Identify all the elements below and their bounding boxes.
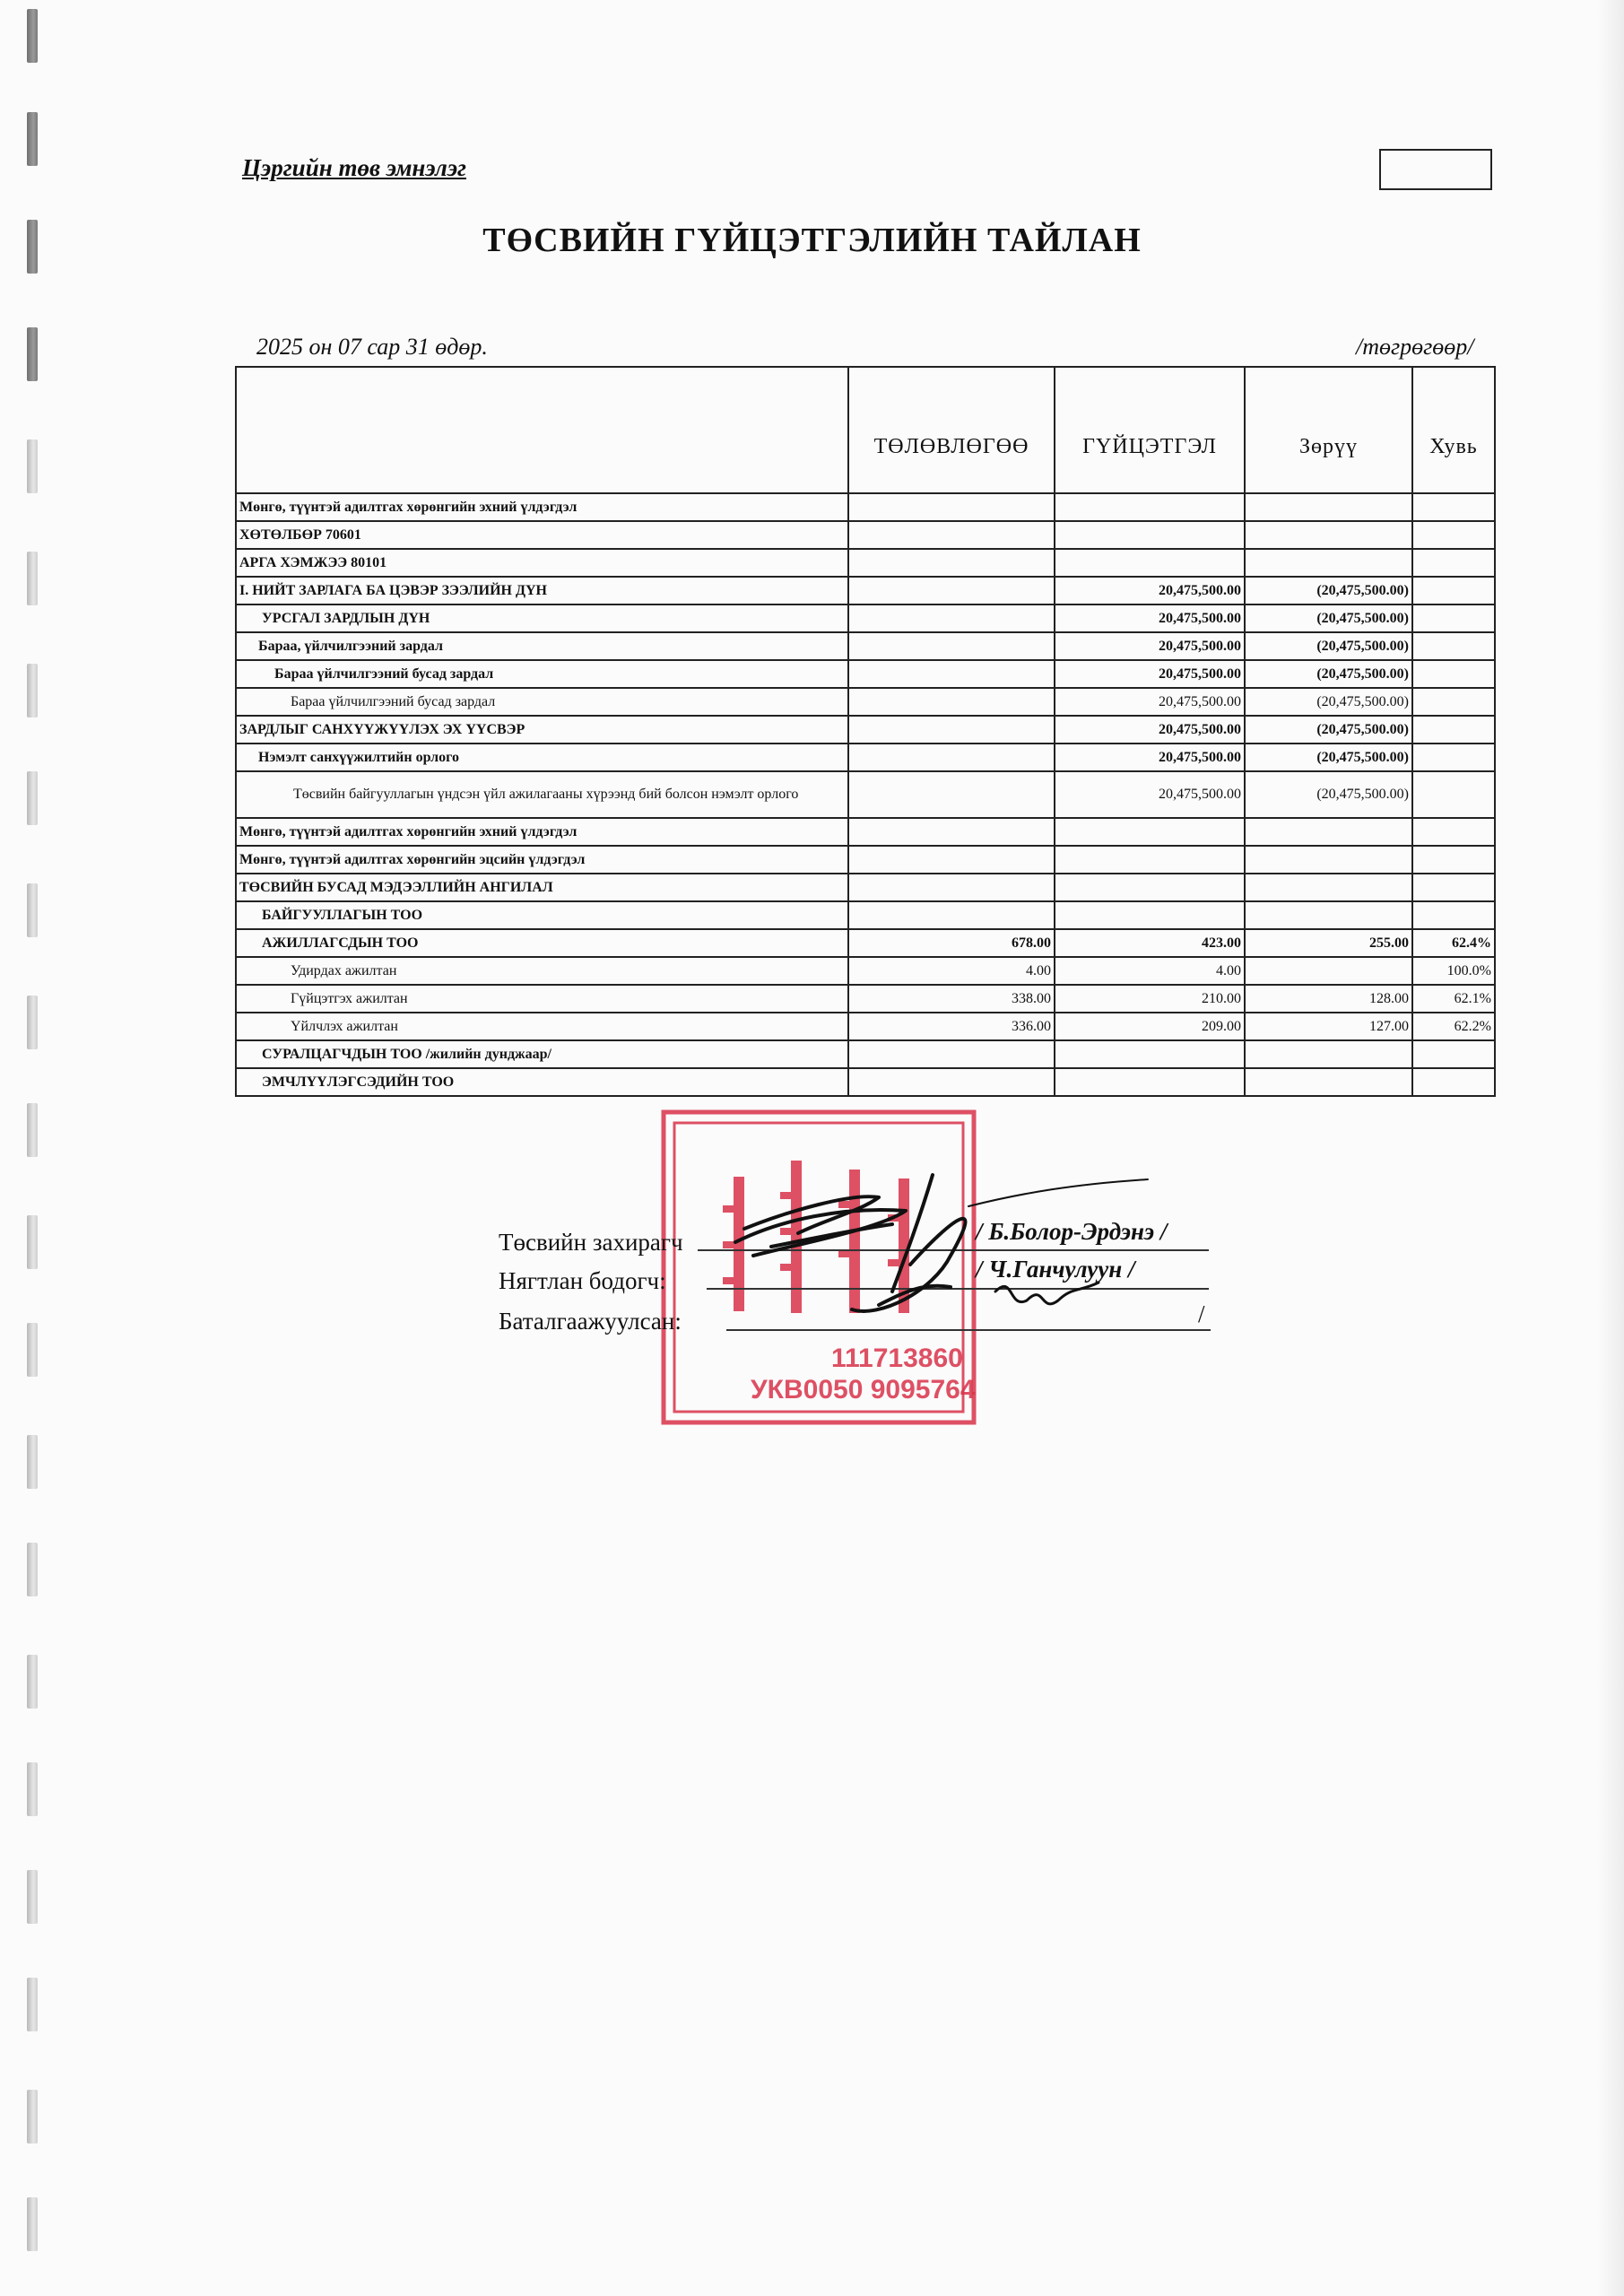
report-title: ТӨСВИЙН ГҮЙЦЭТГЭЛИЙН ТАЙЛАН [482, 222, 1142, 259]
row-label: I. НИЙТ ЗАРЛАГА БА ЦЭВЭР ЗЭЭЛИЙН ДҮН [236, 577, 848, 604]
header-description [236, 367, 848, 493]
table-row: УРСГАЛ ЗАРДЛЫН ДҮН 20,475,500.00 (20,475,500.00) [236, 604, 1495, 632]
row-label: Бараа үйлчилгээний бусад зардал [236, 688, 848, 716]
table-row: Бараа үйлчилгээний бусад зардал 20,475,500.00 (20,475,500.00) [236, 688, 1495, 716]
row-label: УРСГАЛ ЗАРДЛЫН ДҮН [236, 604, 848, 632]
row-label: Бараа, үйлчилгээний зардал [236, 632, 848, 660]
header-percent: Хувь [1412, 367, 1495, 493]
table-row: Төсвийн байгууллагын үндсэн үйл ажилагааны хүрээнд бий болсон нэмэлт орлого 20,475,500.00 (20,475,500.00) [236, 771, 1495, 818]
form-code-box [1379, 149, 1492, 190]
budget-manager-label: Төсвийн захирагч [499, 1229, 683, 1256]
row-label: Мөнгө, түүнтэй адилтгах хөрөнгийн эцсийн үлдэгдэл [236, 846, 848, 874]
budget-manager-name: / Б.Болор-Эрдэнэ / [976, 1218, 1168, 1245]
table-row [236, 549, 1495, 577]
row-label: Удирдах ажилтан [236, 957, 848, 985]
row-label: Нэмэлт санхүүжилтийн орлого [236, 744, 848, 771]
table-row [236, 493, 1495, 521]
verified-end: / [1198, 1300, 1205, 1327]
table-row: I. НИЙТ ЗАРЛАГА БА ЦЭВЭР ЗЭЭЛИЙН ДҮН 20,475,500.00 (20,475,500.00) [236, 577, 1495, 604]
row-label: Гүйцэтгэх ажилтан [236, 985, 848, 1013]
table-row [236, 874, 1495, 901]
table-header-row [236, 367, 1495, 493]
organization-name: Цэргийн төв эмнэлэг [242, 154, 466, 181]
stamp-number-1: 111713860 [831, 1344, 963, 1373]
verified-label: Баталгаажуулсан: [499, 1308, 682, 1335]
row-label: Мөнгө, түүнтэй адилтгах хөрөнгийн эхний үлдэгдэл [236, 493, 848, 521]
accountant-label: Нягтлан бодогч: [499, 1267, 666, 1294]
table-row: ЗАРДЛЫГ САНХҮҮЖҮҮЛЭХ ЭХ ҮҮСВЭР 20,475,500.00 (20,475,500.00) [236, 716, 1495, 744]
row-label: АЖИЛЛАГСДЫН ТОО [236, 929, 848, 957]
row-label: Мөнгө, түүнтэй адилтгах хөрөнгийн эхний үлдэгдэл [236, 818, 848, 846]
budget-report-table [235, 366, 1496, 1097]
table-row: Бараа, үйлчилгээний зардал 20,475,500.00 (20,475,500.00) [236, 632, 1495, 660]
table-row [236, 521, 1495, 549]
table-row [236, 1040, 1495, 1068]
currency-unit: /төгрөгөөр/ [1356, 334, 1474, 360]
row-label: ХӨТӨЛБӨР 70601 [236, 521, 848, 549]
table-row: Нэмэлт санхүүжилтийн орлого 20,475,500.00 (20,475,500.00) [236, 744, 1495, 771]
handwritten-signatures [699, 1157, 1166, 1390]
row-label: СУРАЛЦАГЧДЫН ТОО /жилийн дунджаар/ [236, 1040, 848, 1068]
table-row [236, 1068, 1495, 1096]
stamp-number-2: УКВ0050 9095764 [751, 1375, 976, 1405]
table-row: Бараа үйлчилгээний бусад зардал 20,475,500.00 (20,475,500.00) [236, 660, 1495, 688]
header-actual: ГҮЙЦЭТГЭЛ [1055, 367, 1245, 493]
row-label: Бараа үйлчилгээний бусад зардал [236, 660, 848, 688]
row-label: ЗАРДЛЫГ САНХҮҮЖҮҮЛЭХ ЭХ ҮҮСВЭР [236, 716, 848, 744]
row-label: ТӨСВИЙН БУСАД МЭДЭЭЛЛИЙН АНГИЛАЛ [236, 874, 848, 901]
accountant-name: / Ч.Ганчулуун / [976, 1256, 1135, 1283]
table-row [236, 846, 1495, 874]
header-difference: Зөрүү [1245, 367, 1412, 493]
table-row: Удирдах ажилтан 4.00 4.00 100.0% [236, 957, 1495, 985]
page-edge-shadow [1597, 0, 1624, 2296]
table-row [236, 818, 1495, 846]
row-label: АРГА ХЭМЖЭЭ 80101 [236, 549, 848, 577]
row-label: Үйлчлэх ажилтан [236, 1013, 848, 1040]
table-row [236, 901, 1495, 929]
header-plan: ТӨЛӨВЛӨГӨӨ [848, 367, 1055, 493]
report-date: 2025 он 07 сар 31 өдөр. [256, 334, 488, 360]
row-label: БАЙГУУЛЛАГЫН ТОО [236, 901, 848, 929]
table-row: АЖИЛЛАГСДЫН ТОО 678.00 423.00 255.00 62.4% [236, 929, 1495, 957]
row-label: ЭМЧЛҮҮЛЭГСЭДИЙН ТОО [236, 1068, 848, 1096]
table-row: Үйлчлэх ажилтан 336.00 209.00 127.00 62.2% [236, 1013, 1495, 1040]
table-row: Гүйцэтгэх ажилтан 338.00 210.00 128.00 62.1% [236, 985, 1495, 1013]
row-label: Төсвийн байгууллагын үндсэн үйл ажилагааны хүрээнд бий болсон нэмэлт орлого [236, 771, 848, 818]
